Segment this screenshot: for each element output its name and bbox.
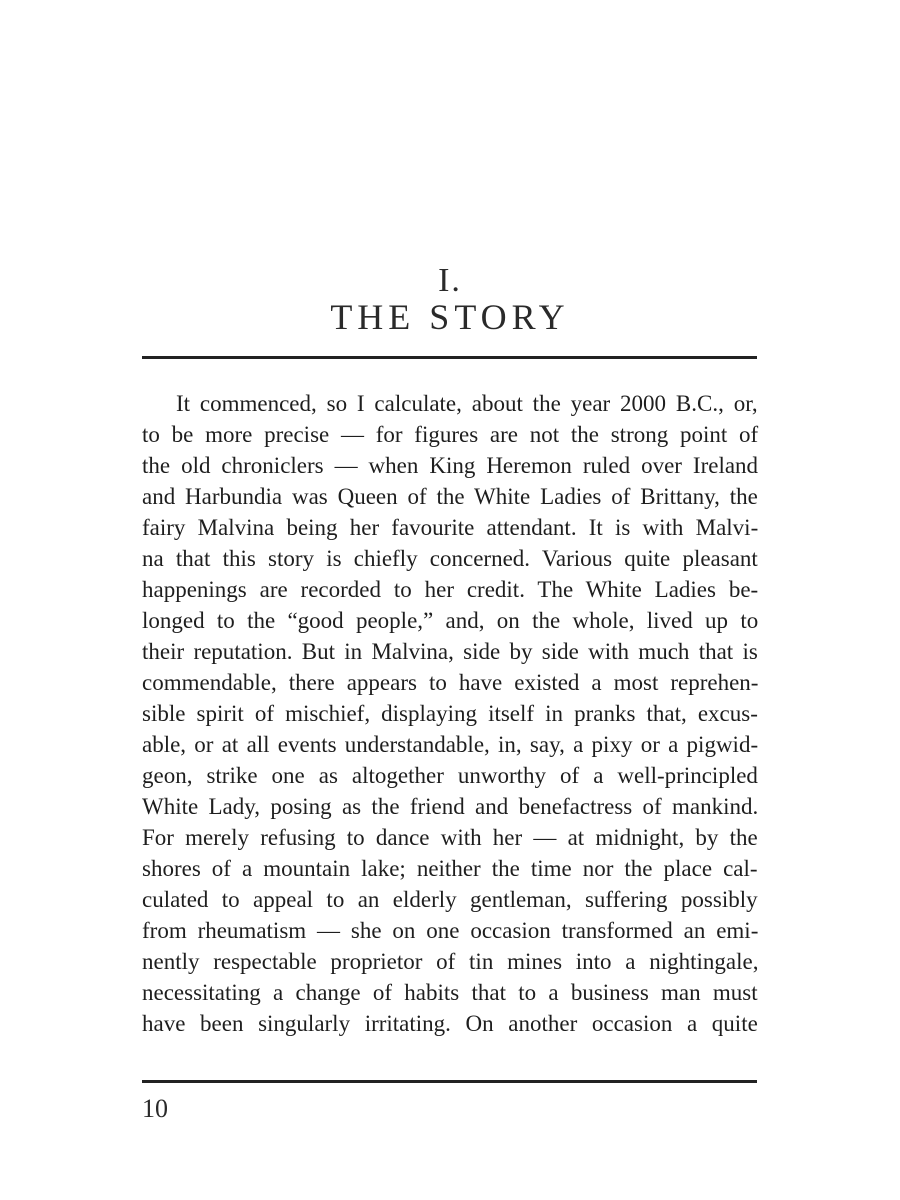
- footer-rule: [142, 1080, 757, 1083]
- text-line: from rheumatism — she on one occasion transformed an emi-: [142, 918, 759, 943]
- text-line: na that this story is chiefly concerned. Various quite pleasant: [142, 546, 758, 571]
- text-line: White Lady, posing as the friend and benefactress of mankind.: [142, 794, 759, 819]
- text-line: able, or at all events understandable, in, say, a pixy or a pigwid-: [142, 732, 759, 757]
- chapter-number: I.: [438, 262, 462, 299]
- text-line: For merely refusing to dance with her — at midnight, by the: [142, 825, 758, 850]
- text-line: fairy Malvina being her favourite attendant. It is with Malvi-: [142, 515, 759, 540]
- page-number: 10: [142, 1094, 168, 1123]
- text-line: shores of a mountain lake; neither the time nor the place cal-: [142, 856, 758, 881]
- header-rule: [142, 356, 757, 359]
- text-line: culated to appeal to an elderly gentleman, suffering possibly: [142, 887, 758, 912]
- text-line: sible spirit of mischief, displaying itself in pranks that, excus-: [142, 701, 758, 726]
- body-text: [142, 388, 758, 1039]
- chapter-title: THE STORY: [330, 297, 570, 337]
- text-line: have been singularly irritating. On another occasion a quite: [142, 1011, 758, 1036]
- text-line: and Harbundia was Queen of the White Ladies of Brittany, the: [142, 484, 758, 509]
- text-line: happenings are recorded to her credit. The White Ladies be-: [142, 577, 759, 602]
- text-line: necessitating a change of habits that to a business man must: [142, 980, 758, 1005]
- text-line: nently respectable proprietor of tin mines into a nightingale,: [142, 949, 759, 974]
- text-line: to be more precise — for figures are not the strong point of: [142, 422, 759, 447]
- text-line: geon, strike one as altogether unworthy of a well-principled: [142, 763, 758, 788]
- text-line: commendable, there appears to have existed a most reprehen-: [142, 670, 759, 695]
- text-line: their reputation. But in Malvina, side by side with much that is: [142, 639, 758, 664]
- text-line: It commenced, so I calculate, about the year 2000 B.C., or,: [176, 391, 758, 416]
- text-line: longed to the “good people,” and, on the whole, lived up to: [142, 608, 759, 633]
- text-line: the old chroniclers — when King Heremon ruled over Ireland: [142, 453, 759, 478]
